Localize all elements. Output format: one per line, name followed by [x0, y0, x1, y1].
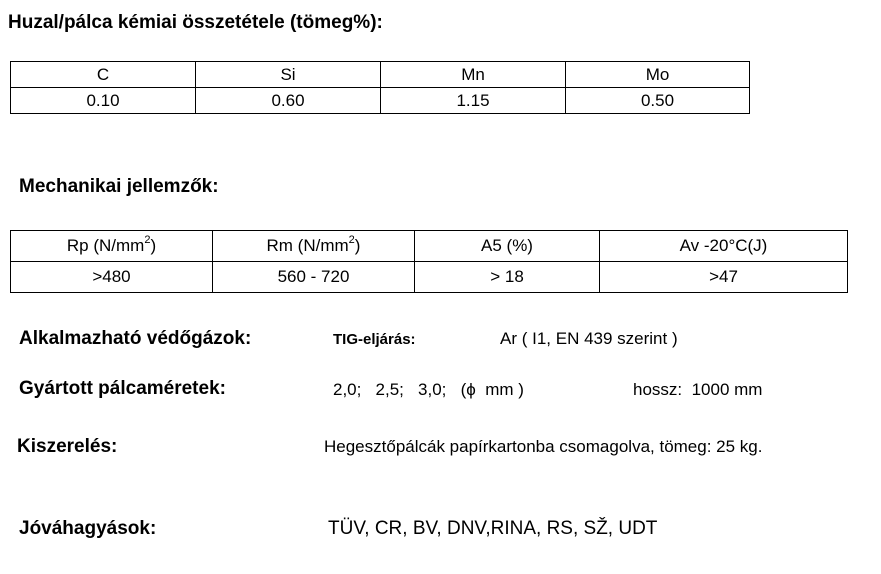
gas-value: Ar ( I1, EN 439 szerint )	[500, 329, 678, 348]
chem-header-si: Si	[196, 62, 381, 88]
chem-header-row	[11, 62, 750, 88]
mech-table	[10, 230, 848, 293]
gas-process: TIG-eljárás:	[333, 331, 416, 348]
sizes-label: Gyártott pálcaméretek:	[19, 378, 226, 399]
chem-value-mn: 1.15	[381, 88, 566, 114]
chem-header-mo: Mo	[566, 62, 750, 88]
approvals-label: Jóváhagyások:	[19, 518, 157, 539]
chem-value-mo: 0.50	[566, 88, 750, 114]
mech-value-rm: 560 - 720	[213, 262, 415, 293]
chem-header-c: C	[11, 62, 196, 88]
chem-value-si: 0.60	[196, 88, 381, 114]
approvals-value: TÜV, CR, BV, DNV,RINA, RS, SŽ, UDT	[328, 518, 658, 539]
chem-value-row	[11, 88, 750, 114]
mech-header-rp: Rp $(N/mm^2)$	[11, 231, 213, 262]
chem-title: Huzal/pálca kémiai összetétele (tömeg%):	[8, 12, 383, 33]
packaging-label: Kiszerelés:	[17, 436, 118, 457]
gas-label: Alkalmazható védőgázok:	[19, 328, 252, 349]
mech-title: Mechanikai jellemzők:	[19, 176, 219, 197]
mech-header-a5: A5 (%)	[415, 231, 600, 262]
sizes-value: 2,0; 2,5; 3,0; (ϕ mm )	[333, 380, 524, 399]
mech-header-row	[11, 231, 848, 262]
mech-header-av: Av -20°C(J)	[600, 231, 848, 262]
mech-value-rp: >480	[11, 262, 213, 293]
chem-value-c: 0.10	[11, 88, 196, 114]
chem-header-mn: Mn	[381, 62, 566, 88]
mech-value-av: >47	[600, 262, 848, 293]
sizes-length: hossz: 1000 mm	[633, 380, 763, 399]
mech-value-a5: > 18	[415, 262, 600, 293]
mech-value-row	[11, 262, 848, 293]
chem-table	[10, 61, 750, 114]
packaging-value: Hegesztőpálcák papírkartonba csomagolva, tömeg: 25 kg.	[324, 437, 763, 456]
mech-header-rm: Rm $(N/mm^2)$	[213, 231, 415, 262]
